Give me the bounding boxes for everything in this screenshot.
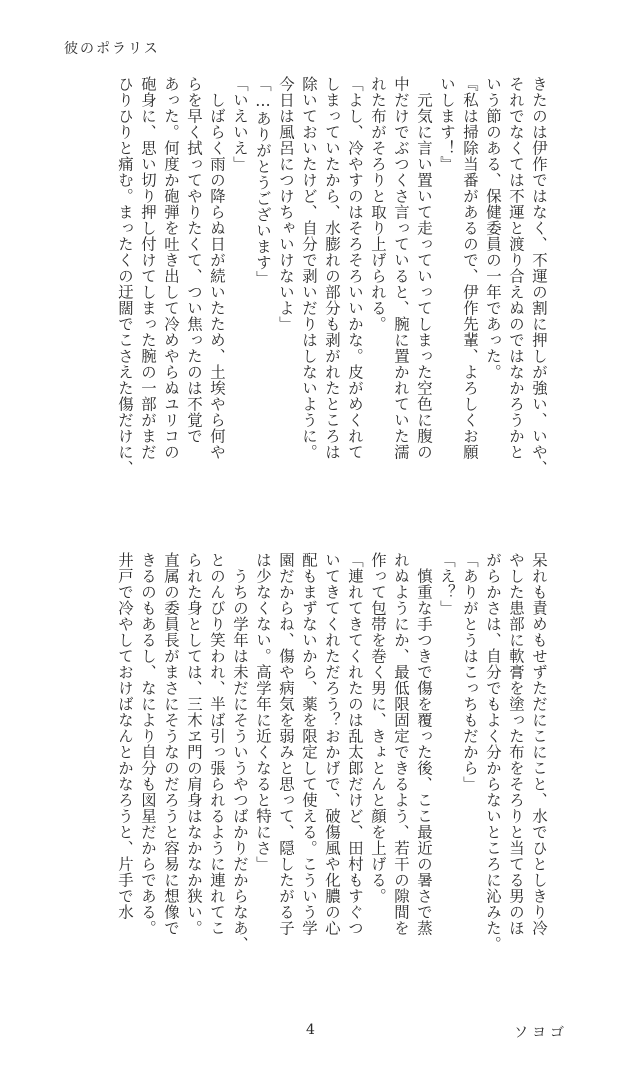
text-line: やした患部に軟膏を塗った布をそろりと当てる男のほ bbox=[507, 552, 525, 936]
text-line: 元気に言い置いて走っていってしまった空色に腹の bbox=[415, 76, 433, 460]
text-line: 砲身に、思い切り押し付けてしまった腕の一部がまだ bbox=[139, 76, 157, 460]
text-line: とのんびり笑われ、半ば引っ張られるように連れてこ bbox=[208, 552, 226, 936]
text-block-lower bbox=[60, 552, 550, 1004]
text-line: 慎重な手つきで傷を覆った後、ここ最近の暑さで蒸 bbox=[415, 552, 433, 936]
text-line: がらかさは、自分でもよく分からないところに沁みた。 bbox=[484, 552, 502, 952]
text-line: ひりひりと痛む。まったくの迂闊でこさえた傷だけに、 bbox=[116, 76, 134, 476]
text-line: 「いえいえ」 bbox=[231, 76, 249, 172]
text-line: 作って包帯を巻く男に、きょとんと顔を上げる。 bbox=[369, 552, 387, 904]
text-line: いう節のある、保健委員の一年であった。 bbox=[484, 76, 502, 380]
text-line: 井戸で冷やしておけばなんとかなろうと、片手で水 bbox=[116, 552, 134, 920]
text-line: は少なくない。高学年に近くなると特にさ」 bbox=[254, 552, 272, 872]
text-line: 「ありがとうはこっちもだから」 bbox=[461, 552, 479, 792]
text-line: うちの学年は未だにそういうやつばかりだからなあ、 bbox=[231, 552, 249, 952]
text-line: 「連れてきてくれたのは乱太郎だけど、田村もすぐつ bbox=[346, 552, 364, 936]
text-line: しばらく雨の降らぬ日が続いたため、土埃やら何や bbox=[208, 76, 226, 460]
text-line: 「…ありがとうございます」 bbox=[254, 76, 272, 287]
text-line: いてきてくれただろう？おかげで、破傷風や化膿の心 bbox=[323, 552, 341, 936]
text-line: 配もまずないから、薬を限定して使える。こういう学 bbox=[300, 552, 318, 936]
text-line: それでなくては不運と渡り合えぬのではなかろうかと bbox=[507, 76, 525, 460]
text-line: らを早く拭ってやりたくて、つい焦ったのは不覚で bbox=[185, 76, 203, 444]
text-line: あった。何度か砲弾を吐き出して冷めやらぬユリコの bbox=[162, 76, 180, 460]
text-line: れぬようにか、最低限固定できるよう、若干の隙間を bbox=[392, 552, 410, 936]
page-number: 4 bbox=[306, 1022, 315, 1038]
text-line: 除いておいたけど、自分で剥いだりはしないように。 bbox=[300, 76, 318, 460]
text-line: 直属の委員長がまさにそうなのだろうと容易に想像で bbox=[162, 552, 180, 936]
text-line: 園だからね、傷や病気を弱みと思って、隠したがる子 bbox=[277, 552, 295, 936]
book-title: 彼のポラリス bbox=[64, 41, 160, 57]
text-line: いします！』 bbox=[438, 76, 456, 172]
text-block-upper bbox=[60, 76, 550, 528]
text-line: れた布がそろりと取り上げられる。 bbox=[369, 76, 387, 332]
text-line: しまっていたから、水膨れの部分も剥がれたところは bbox=[323, 76, 341, 460]
text-line: 「え？」 bbox=[438, 552, 456, 616]
text-line: られた身としては、三木ヱ門の肩身はなかなか狭い。 bbox=[185, 552, 203, 936]
text-line: 呆れも責めもせずただにこにこと、水でひとしきり冷 bbox=[530, 552, 548, 936]
text-line: 「よし、冷やすのはそろそろいいかな。皮がめくれて bbox=[346, 76, 364, 460]
text-line: きたのは伊作ではなく、不運の割に押しが強い、いや、 bbox=[530, 76, 548, 476]
text-line: 『私は掃除当番があるので、伊作先輩、よろしくお願 bbox=[461, 76, 479, 460]
author-name: ソヨゴ bbox=[514, 1025, 568, 1041]
text-line: 中だけでぶつくさ言っていると、腕に置かれていた濡 bbox=[392, 76, 410, 460]
text-line: 今日は風呂につけちゃいけないよ」 bbox=[277, 76, 295, 332]
text-line: きるのもあるし、なにより自分も図星だからである。 bbox=[139, 552, 157, 936]
